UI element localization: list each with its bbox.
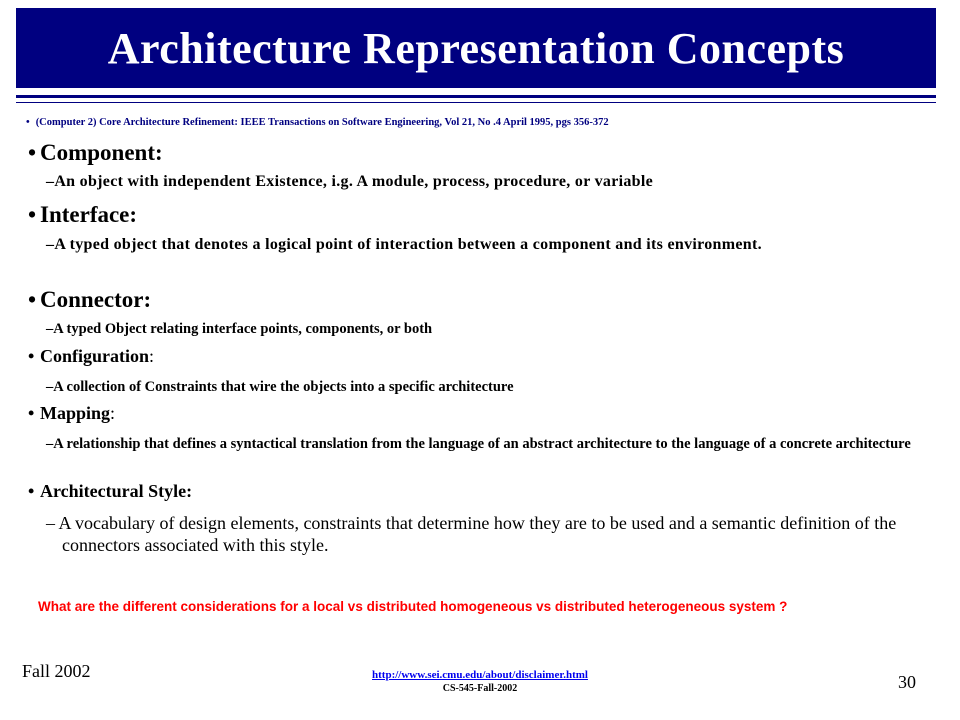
dash: –: [46, 321, 54, 337]
slide-title: Architecture Representation Concepts: [107, 23, 845, 73]
definition-configuration: [46, 378, 922, 397]
term-architectural-style: • Architectural Style:: [28, 481, 193, 501]
bullet: •: [28, 140, 37, 165]
definition-architectural-style: [46, 513, 922, 557]
footer-course: CS-545-Fall-2002: [442, 683, 518, 694]
definition-connector: [46, 320, 922, 339]
term-label: Mapping: [40, 403, 111, 423]
definition-text: A vocabulary of design elements, constraints that determine how they are to be used and a semantic definition of the connectors associated with this style.: [55, 513, 897, 555]
title-rule-thin: [16, 102, 936, 103]
discussion-question: What are the different considerations for a local vs distributed homogeneous vs distributed heterogeneous system ?: [38, 599, 788, 614]
definition-text: An object with independent Existence, i.g. A module, process, procedure, or variable: [54, 173, 653, 190]
title-rule-thick: [16, 95, 936, 98]
term-connector: • Connector:: [28, 287, 152, 312]
definition-component: [46, 172, 922, 193]
definition-text: A relationship that defines a syntactical translation from the language of an abstract architecture to the language of a concrete architecture: [53, 436, 911, 452]
bullet: •: [28, 202, 37, 227]
citation-text: (Computer 2) Core Architecture Refinement: IEEE Transactions on Software Engineering, Vol 21, No .4 April 1995, pgs 356-372: [35, 117, 609, 128]
title-bar: [16, 8, 936, 88]
dash: –: [46, 436, 54, 452]
term-label: Component: [40, 140, 156, 165]
term-component: • Component:: [28, 140, 163, 165]
definition-text: A collection of Constraints that wire the objects into a specific architecture: [53, 379, 514, 395]
dash: –: [46, 236, 55, 253]
term-interface: • Interface:: [28, 202, 138, 227]
definition-text: A typed object that denotes a logical point of interaction between a component and its environment.: [54, 236, 762, 253]
bullet: •: [28, 481, 35, 501]
definition-mapping: [46, 435, 922, 454]
footer-term: Fall 2002: [22, 661, 91, 681]
disclaimer-link[interactable]: [0, 669, 960, 681]
bullet: •: [28, 346, 35, 366]
term-mapping: • Mapping:: [28, 403, 116, 423]
term-label: Connector: [40, 287, 144, 312]
citation-bullet: •: [26, 117, 30, 128]
dash: –: [46, 173, 55, 190]
dash: –: [46, 379, 54, 395]
term-label: Interface: [40, 202, 130, 227]
page-number: 30: [898, 672, 916, 692]
disclaimer-link-text[interactable]: http://www.sei.cmu.edu/about/disclaimer.html: [372, 669, 588, 681]
term-label: Configuration: [40, 346, 150, 366]
term-configuration: • Configuration:: [28, 346, 155, 366]
definition-text: A typed Object relating interface points, components, or both: [53, 321, 433, 337]
bullet: •: [28, 287, 37, 312]
citation: [26, 117, 926, 128]
dash: –: [46, 513, 55, 533]
bullet: •: [28, 403, 35, 423]
definition-interface: [46, 235, 922, 256]
term-label: Architectural Style: [40, 481, 187, 501]
